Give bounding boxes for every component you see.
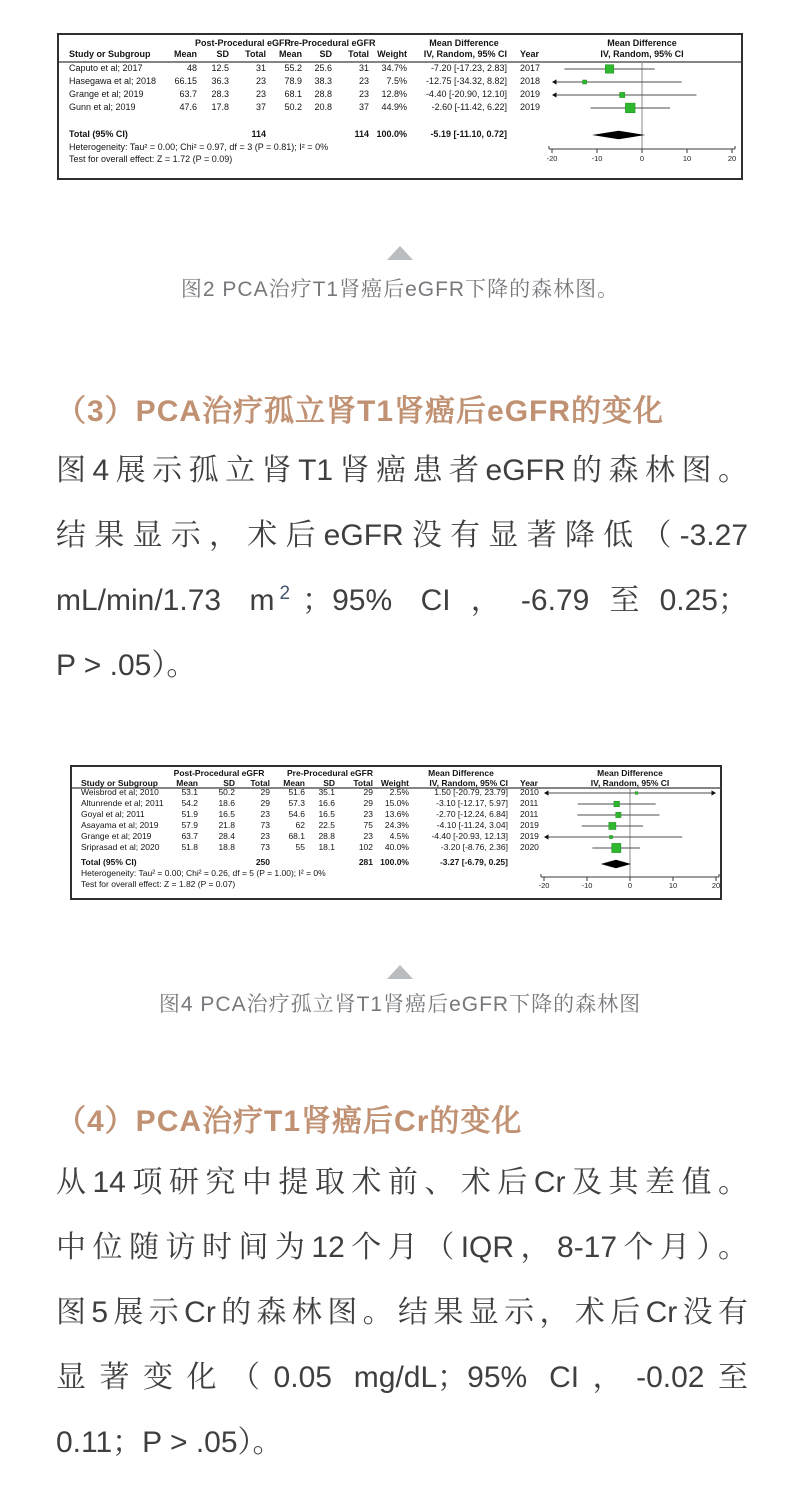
plot-text: IV, Random, 95% CI [600, 49, 684, 60]
plot-text: Weight [377, 49, 407, 60]
plot-text: 36.3 [211, 76, 229, 86]
text-line [56, 568, 748, 633]
plot-text: 78.9 [284, 76, 302, 86]
plot-text: Post-Procedural eGFR [194, 38, 292, 48]
plot-text: Sriprasad et al; 2020 [81, 842, 160, 853]
plot-text: 114 [354, 129, 369, 139]
plot-text: 281 [358, 857, 373, 868]
plot-text: SD [216, 49, 229, 60]
plot-text: 12.8% [381, 89, 407, 99]
plot-text: 23 [260, 809, 270, 820]
plot-text: Weisbrod et al; 2010 [81, 787, 159, 798]
plot-text: 21.8 [218, 820, 235, 831]
plot-text: Mean Difference [597, 768, 663, 779]
svg-text:0: 0 [627, 881, 633, 890]
plot-text: Post-Procedural eGFR [173, 768, 265, 779]
svg-text:-20: -20 [538, 881, 550, 890]
plot-text: 20.8 [314, 102, 332, 112]
plot-text: 25.6 [314, 63, 332, 74]
text-line: 显著变化（0.05 mg/dL；95% CI，-0.02至 [56, 1361, 748, 1394]
figure4-caption: 图4 PCA治疗孤立肾T1肾癌后eGFR下降的森林图 [158, 993, 642, 1016]
plot-text: 68.1 [288, 831, 305, 842]
text-line: 中位随访时间为12个月（IQR，8-17个月）。 [56, 1231, 748, 1264]
plot-text: 54.2 [181, 798, 198, 809]
plot-text: -2.70 [-12.24, 6.84] [436, 809, 508, 820]
plot-text: 47.6 [179, 102, 197, 112]
plot-text: Pre-Procedural eGFR [287, 768, 373, 779]
plot-text: -2.60 [-11.42, 6.22] [431, 102, 507, 112]
plot-text: 114 [251, 129, 266, 139]
plot-text: 7.5% [386, 76, 407, 86]
plot-text: Total [250, 778, 270, 789]
plot-text: Heterogeneity: Tau² = 0.00; Chi² = 0.97, df = 3 (P = 0.81); I² = 0% [69, 142, 329, 152]
plot-text: Gunn et al; 2019 [69, 102, 136, 112]
superscript-2: 2 [279, 583, 291, 604]
plot-text: 31 [358, 63, 369, 74]
plot-text: Mean [283, 778, 305, 789]
plot-text: 15.0% [384, 798, 409, 809]
plot-text: Weight [380, 778, 409, 789]
plot-text: 37 [255, 102, 266, 112]
plot-text: 28.8 [314, 89, 332, 99]
plot-text: 28.3 [211, 89, 229, 99]
plot-text: IV, Random, 95% CI [429, 778, 508, 789]
text-segment: mL/min/1.73 m [56, 584, 275, 617]
plot-text: 18.6 [218, 798, 235, 809]
plot-text: 53.1 [181, 787, 198, 798]
svg-text:10: 10 [668, 881, 678, 890]
plot-text: 23 [358, 89, 369, 99]
plot-text: 29 [260, 798, 270, 809]
plot-text: 250 [255, 857, 270, 868]
plot-text: Total [353, 778, 373, 789]
figure2-caption: 图2 PCA治疗T1肾癌后eGFR下降的森林图。 [180, 278, 620, 301]
plot-text: Asayama et al; 2019 [81, 820, 159, 831]
plot-text: 57.9 [181, 820, 198, 831]
plot-text: Heterogeneity: Tau² = 0.00; Chi² = 0.26, df = 5 (P = 1.00); I² = 0% [81, 868, 326, 879]
plot-text: 2010 [520, 787, 539, 798]
plot-text: Year [520, 778, 538, 789]
plot-text: 2.5% [389, 787, 409, 798]
plot-text: -7.20 [-17.23, 2.83] [430, 63, 507, 74]
plot-text: 62 [295, 820, 305, 831]
plot-text: Grange et al; 2019 [69, 89, 144, 99]
plot-text: 34.7% [381, 63, 407, 74]
plot-text: Mean Difference [607, 38, 677, 48]
section-heading-4: （4）PCA治疗T1肾癌后Cr的变化 [56, 1105, 523, 1138]
plot-text: -3.10 [-12.17, 5.97] [436, 798, 508, 809]
plot-text: 2018 [520, 76, 541, 86]
plot-text: 66.15 [174, 76, 197, 86]
plot-text: 2011 [520, 798, 539, 809]
plot-text: 102 [358, 842, 373, 853]
text-line: 图5展示Cr的森林图。结果显示，术后Cr没有 [56, 1296, 748, 1329]
plot-text: 1.50 [-20.79, 23.79] [434, 787, 508, 798]
svg-text:-10: -10 [581, 881, 593, 890]
plot-text: -3.27 [-6.79, 0.25] [439, 857, 508, 868]
paragraph-3 [56, 438, 748, 698]
plot-text: 23 [260, 831, 270, 842]
plot-text: 35.1 [318, 787, 335, 798]
plot-text: Mean [173, 49, 197, 60]
plot-text: -12.75 [-34.32, 8.82] [425, 76, 507, 86]
plot-text: 2017 [520, 63, 541, 74]
plot-text: 38.3 [314, 76, 332, 86]
plot-text: SD [223, 778, 235, 789]
plot-text: Study or Subgroup [69, 49, 151, 60]
plot-text: 44.9% [381, 102, 407, 112]
plot-text: Mean [176, 778, 198, 789]
plot-text: 23 [363, 809, 373, 820]
text-line: P > .05）。 [56, 649, 197, 682]
plot-text: Mean [278, 49, 302, 60]
plot-text: 12.5 [211, 63, 229, 74]
collapse-triangle-icon [387, 246, 413, 260]
plot-text: 24.3% [384, 820, 409, 831]
plot-text: -4.40 [-20.93, 12.13] [431, 831, 508, 842]
plot-text: SD [319, 49, 332, 60]
svg-text:-10: -10 [591, 154, 603, 163]
plot-text: Test for overall effect: Z = 1.82 (P = 0.07) [81, 879, 236, 890]
plot-text: 57.3 [288, 798, 305, 809]
plot-text: 29 [260, 787, 270, 798]
section-heading-3: （3）PCA治疗孤立肾T1肾癌后eGFR的变化 [56, 395, 665, 428]
plot-text: 22.5 [318, 820, 335, 831]
plot-text: 29 [363, 798, 373, 809]
plot-text: 29 [363, 787, 373, 798]
plot-text: Mean Difference [428, 768, 494, 779]
plot-text: Study or Subgroup [81, 778, 158, 789]
plot-text: 2011 [520, 809, 539, 820]
plot-text: 4.5% [389, 831, 409, 842]
plot-text: 28.8 [318, 831, 335, 842]
plot-text: 28.4 [218, 831, 235, 842]
svg-text:10: 10 [682, 154, 692, 163]
plot-text: Total [348, 49, 369, 60]
plot-text: 17.8 [211, 102, 229, 112]
plot-text: 23 [255, 89, 266, 99]
collapse-triangle-icon [387, 965, 413, 979]
plot-text: 51.6 [288, 787, 305, 798]
plot-text: Pre-Procedural eGFR [284, 38, 376, 48]
plot-text: 50.2 [218, 787, 235, 798]
plot-text: 13.6% [384, 809, 409, 820]
plot-text: 18.8 [218, 842, 235, 853]
plot-text: SD [323, 778, 335, 789]
text-segment: ；95% CI，-6.79至0.25； [302, 584, 748, 617]
plot-text: Grange et al; 2019 [81, 831, 152, 842]
plot-text: 23 [363, 831, 373, 842]
plot-text: -4.40 [-20.90, 12.10] [425, 89, 507, 99]
forest-plot-figure2 [57, 33, 743, 180]
text-line: 0.11；P > .05）。 [56, 1426, 283, 1459]
plot-text: 40.0% [384, 842, 409, 853]
text-line: 结果显示，术后eGFR没有显著降低（-3.27 [56, 519, 748, 552]
plot-text: 68.1 [284, 89, 302, 99]
text-line: 从14项研究中提取术前、术后Cr及其差值。 [56, 1166, 748, 1199]
plot-text: Test for overall effect: Z = 1.72 (P = 0.09) [69, 154, 233, 164]
plot-text: Total [245, 49, 266, 60]
plot-text: 23 [358, 76, 369, 86]
plot-text: 2019 [520, 831, 539, 842]
plot-text: Hasegawa et al; 2018 [69, 76, 157, 86]
plot-text: 2019 [520, 102, 541, 112]
plot-text: 18.1 [318, 842, 335, 853]
plot-text: IV, Random, 95% CI [590, 778, 670, 789]
plot-text: Goyal et al; 2011 [81, 809, 145, 820]
plot-text: 54.6 [288, 809, 305, 820]
plot-text: 75 [363, 820, 373, 831]
paragraph-4 [56, 1150, 748, 1475]
plot-text: 37 [358, 102, 369, 112]
plot-text: 100.0% [376, 129, 407, 139]
svg-text:20: 20 [727, 154, 737, 163]
svg-text:-20: -20 [546, 154, 558, 163]
plot-text: 2019 [520, 89, 541, 99]
plot-text: 31 [255, 63, 266, 74]
plot-text: 55.2 [284, 63, 302, 74]
forest-plot-figure4 [70, 765, 722, 900]
plot-text: -4.10 [-11.24, 3.04] [436, 820, 508, 831]
plot-text: Caputo et al; 2017 [69, 63, 143, 74]
plot-text: Total (95% CI) [69, 129, 128, 139]
plot-text: 16.6 [318, 798, 335, 809]
plot-text: Altunrende et al; 2011 [81, 798, 164, 809]
text-line: 图4展示孤立肾T1肾癌患者eGFR的森林图。 [56, 454, 748, 487]
plot-text: 63.7 [181, 831, 198, 842]
plot-text: 23 [255, 76, 266, 86]
plot-text: Total (95% CI) [81, 857, 137, 868]
plot-text: 73 [260, 820, 270, 831]
plot-text: Year [520, 49, 540, 60]
plot-text: 55 [295, 842, 305, 853]
plot-text: 51.9 [181, 809, 198, 820]
plot-text: Mean Difference [429, 38, 499, 48]
plot-text: 73 [260, 842, 270, 853]
plot-text: 48 [186, 63, 197, 74]
plot-text: 100.0% [380, 857, 409, 868]
plot-text: 16.5 [218, 809, 235, 820]
plot-text: 2019 [520, 820, 539, 831]
plot-text: 50.2 [284, 102, 302, 112]
plot-text: 63.7 [179, 89, 197, 99]
plot-text: 51.8 [181, 842, 198, 853]
plot-text: IV, Random, 95% CI [423, 49, 507, 60]
svg-text:20: 20 [711, 881, 721, 890]
plot-text: 16.5 [318, 809, 335, 820]
plot-text: -5.19 [-11.10, 0.72] [430, 129, 507, 139]
svg-text:0: 0 [639, 154, 645, 163]
plot-text: -3.20 [-8.76, 2.36] [440, 842, 508, 853]
plot-text: 2020 [520, 842, 539, 853]
